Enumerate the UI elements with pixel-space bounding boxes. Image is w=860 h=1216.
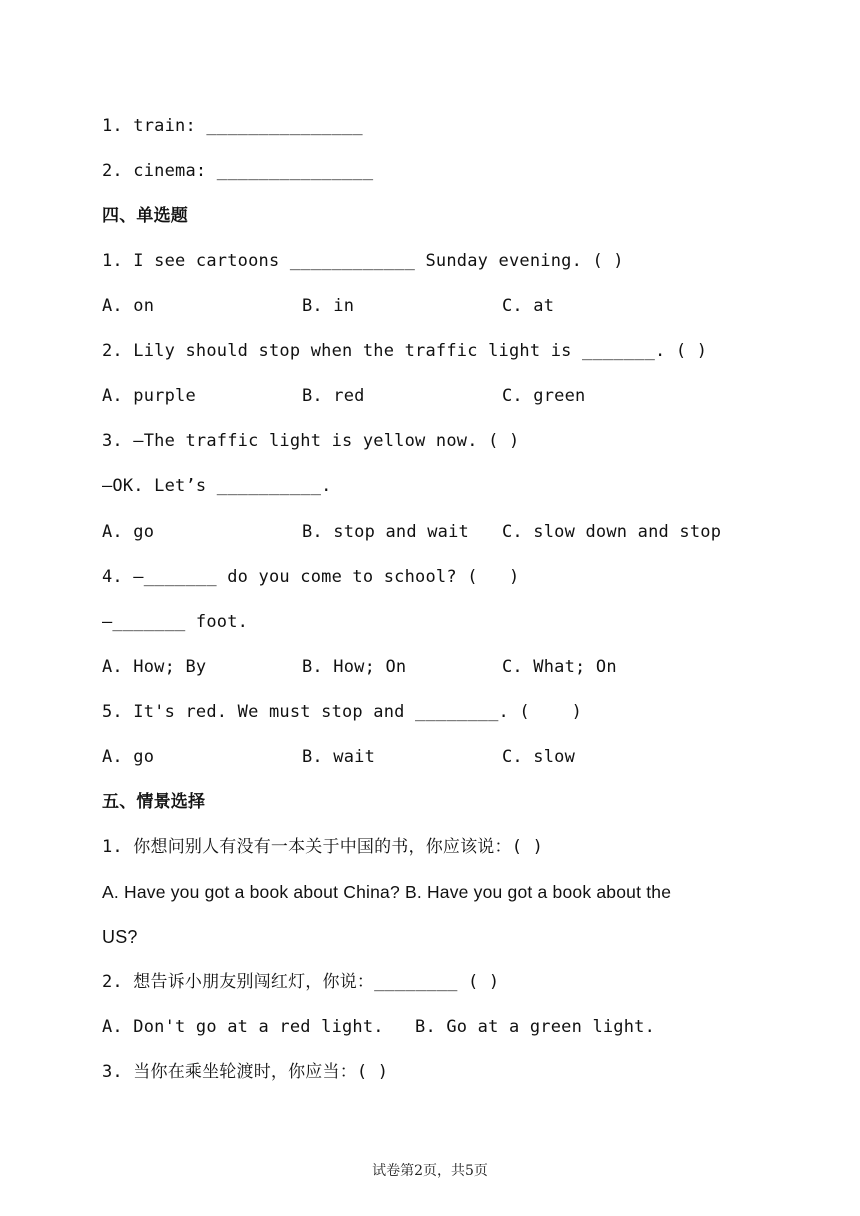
section-heading-single-choice: 四、单选题	[102, 206, 188, 226]
question-cinema: 2. cinema: _______________	[102, 161, 374, 181]
option-b: B. wait	[302, 747, 376, 767]
option-line: A. Don't go at a red light. B. Go at a green light.	[102, 1017, 656, 1037]
question-stem: 3. —The traffic light is yellow now. ( )	[102, 431, 520, 451]
question-stem: 5. It's red. We must stop and ________. ( )	[102, 702, 583, 722]
option-c: C. at	[502, 296, 555, 316]
option-a: A. go	[102, 522, 155, 542]
option-a: A. How; By	[102, 657, 207, 677]
option-a: A. purple	[102, 386, 196, 406]
question-stem: 1. I see cartoons ____________ Sunday evening. ( )	[102, 251, 624, 271]
option-c: C. What; On	[502, 657, 617, 677]
question-stem: 3. 当你在乘坐轮渡时，你应当：( )	[102, 1062, 389, 1082]
question-stem-reply: —_______ foot.	[102, 612, 249, 632]
page-footer: 试卷第2页，共5页	[372, 1163, 488, 1179]
section-heading-situational-choice: 五、情景选择	[102, 792, 206, 812]
question-stem: 1. 你想问别人有没有一本关于中国的书，你应该说：( )	[102, 837, 544, 857]
option-c: C. green	[502, 386, 586, 406]
option-b: B. red	[302, 386, 365, 406]
option-line: A. Have you got a book about China? B. Have you got a book about the	[102, 882, 672, 902]
option-c: C. slow	[502, 747, 576, 767]
option-b: B. in	[302, 296, 355, 316]
option-a: A. go	[102, 747, 155, 767]
option-line-continued: US?	[102, 927, 138, 947]
option-b: B. stop and wait	[302, 522, 469, 542]
option-b: B. How; On	[302, 657, 407, 677]
question-stem-reply: —OK. Let’s __________.	[102, 476, 332, 496]
option-a: A. on	[102, 296, 155, 316]
question-stem: 4. —_______ do you come to school? ( )	[102, 567, 520, 587]
question-stem: 2. 想告诉小朋友别闯红灯，你说：________ ( )	[102, 972, 500, 992]
question-train: 1. train: _______________	[102, 116, 363, 136]
question-stem: 2. Lily should stop when the traffic light is _______. ( )	[102, 341, 708, 361]
option-c: C. slow down and stop	[502, 522, 722, 542]
